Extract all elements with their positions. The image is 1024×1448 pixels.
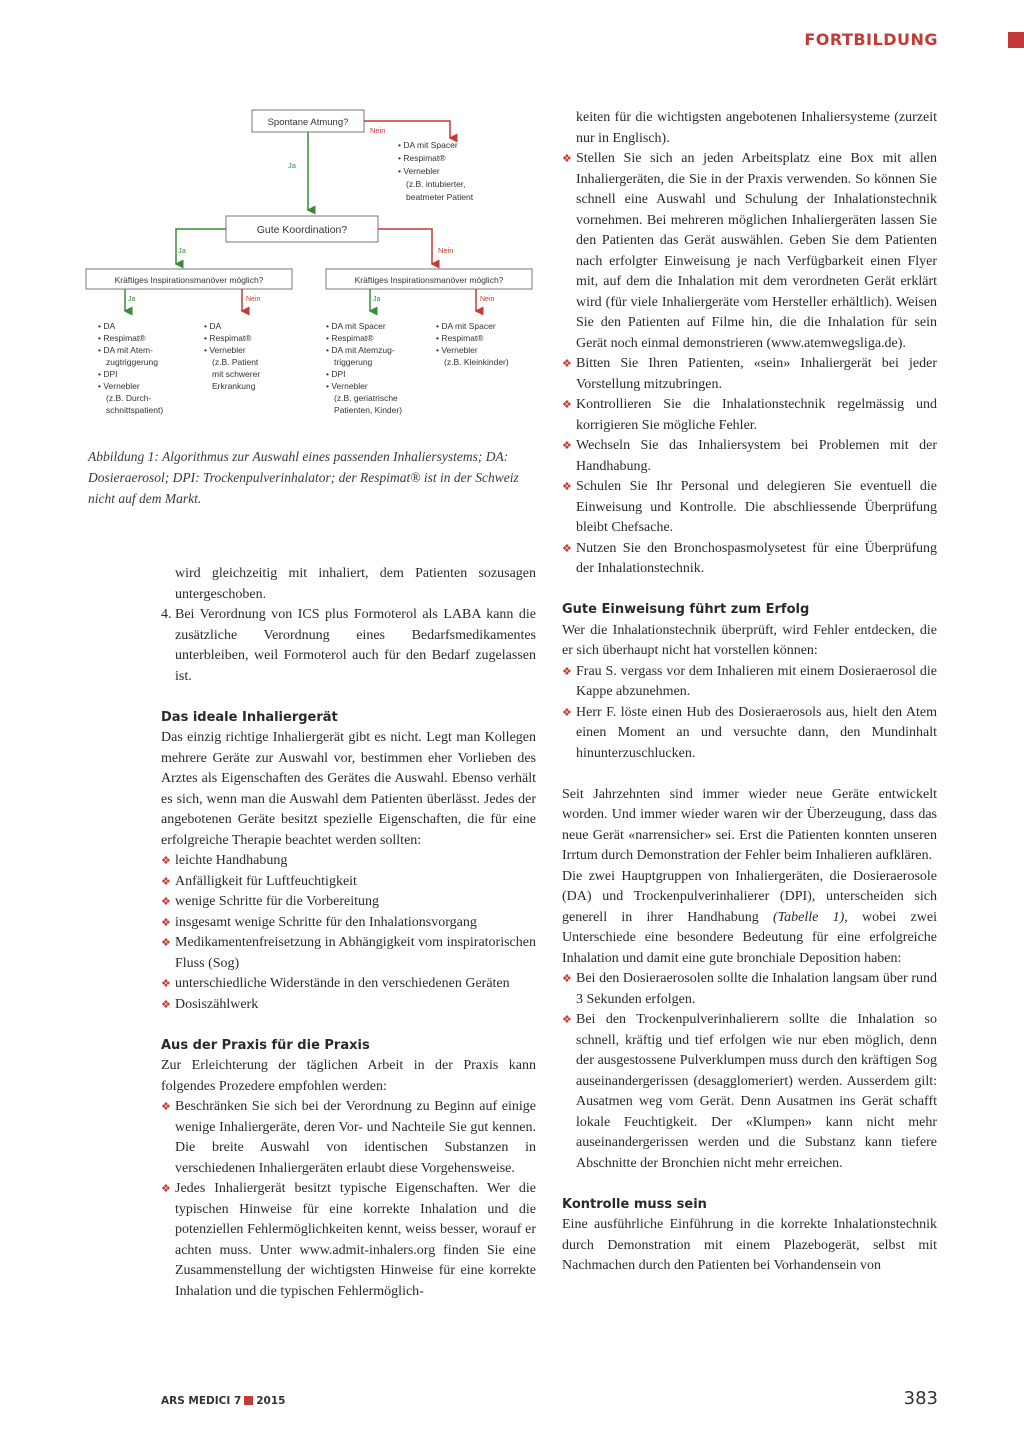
paragraph-practice: Zur Erleichterung der täglichen Arbeit in der Praxis kann folgendes Prozedere empfohlen werden:: [161, 1058, 536, 1094]
list-item: ❖ Bei den Trockenpulverinhalierern sollte die Inhalation so schnell, kräftig und tief erfolgen wie nur eben möglich, denn der ausgestossene Pulverklumpen muss durch den kräftigen Sog auseinandergerissen (desagglomeriert) werden. Ausserdem gilt: Ausatmen weg vom Gerät. Denn Ausatmen ins Gerät schafft lokale Feuchtigkeit. Der «Klumpen» kann nicht mehr auseinandergerissen werden und die Substanz kann tiefere Abschnitte der Bronchien nicht mehr erreichen.: [562, 1012, 937, 1171]
list-item: ❖ Frau S. vergass vor dem Inhalieren mit einem Dosieraerosol die Kappe abzunehmen.: [562, 663, 937, 699]
heading-instruction: Gute Einweisung führt zum Erfolg: [562, 602, 810, 617]
list-item: ❖ Anfälligkeit für Luftfeuchtigkeit: [161, 873, 357, 889]
svg-text:• DPI: • DPI: [98, 369, 118, 379]
numbered-item-4: 4. Bei Verordnung von ICS plus Formoterol als LABA kann die zusätzliche Verordnung eines Bedarfsmedikamentes unterbleiben, weil Formoterol auch für den Bedarf zugelassen ist.: [161, 607, 536, 684]
svg-text:• DA mit Spacer: • DA mit Spacer: [436, 321, 496, 331]
paragraph-control: Eine ausführliche Einführung in die korrekte Inhalationstechnik durch Demonstration mit einem Plazebogerät, selbst mit Nachmachen durch den Patienten bei Vorhandensein von: [562, 1217, 937, 1273]
paragraph-devices-history: Seit Jahrzehnten sind immer wieder neue Geräte entwickelt worden. Und immer wieder waren wir der Überzeugung, dass das neue Gerät «narrensicher» sei. Erst die Patienten konnten unseren Irrtum durch Demonstration der Fehler beim Inhalieren aufklären.: [562, 786, 937, 863]
heading-ideal-device: Das ideale Inhaliergerät: [161, 709, 338, 725]
left-yes-label: Ja: [128, 296, 136, 303]
svg-text:Erkrankung: Erkrankung: [212, 381, 256, 391]
numbered-list: [161, 605, 536, 687]
svg-text:• DA: • DA: [204, 321, 222, 331]
svg-text:(z.B. Kleinkinder): (z.B. Kleinkinder): [444, 357, 509, 367]
q1-yes-label: Ja: [288, 161, 296, 170]
svg-text:beatmeter Patient: beatmeter Patient: [406, 192, 474, 202]
svg-text:• Respimat®: • Respimat®: [398, 153, 446, 163]
section-label: FORTBILDUNG: [804, 30, 938, 49]
list-item: ❖ Medikamentenfreisetzung in Abhängigkeit vom inspiratorischen Fluss (Sog): [161, 935, 536, 971]
footer-marker: [244, 1396, 253, 1405]
result-box-1: [98, 321, 163, 415]
page-number: 383: [903, 1388, 938, 1409]
svg-text:• Vernebler: • Vernebler: [204, 345, 246, 355]
svg-text:zugtriggerung: zugtriggerung: [106, 357, 158, 367]
list-item: ❖ Dosiszählwerk: [161, 996, 259, 1012]
list-item: ❖ leichte Handhabung: [161, 853, 288, 868]
q1-no-label: Nein: [370, 126, 386, 135]
svg-text:• DA: • DA: [98, 321, 116, 331]
list-item: ❖ Wechseln Sie das Inhaliersystem bei Problemen mit der Handhabung.: [562, 438, 937, 474]
inhalation-technique-list: [562, 969, 937, 1174]
q1-text: Spontane Atmung?: [267, 117, 349, 128]
list-item: ❖ Jedes Inhaliergerät besitzt typische Eigenschaften. Wer die typischen Hinweise für eine korrekte Inhalation und die potenziellen Fehlermöglichkeiten kennt, weiss besser, worauf er achten muss. Unter www.admit-inhalers.org finden Sie eine Zusammenstellung der wichtigsten Hinweise für eine korrekte Inhalation und die typischen Fehlermöglich-: [161, 1181, 536, 1299]
list-item: ❖ insgesamt wenige Schritte für den Inhalationsvorgang: [161, 914, 477, 930]
arrow-q2-no: [378, 229, 432, 264]
result-box-2: [204, 321, 260, 391]
section-marker: [1008, 32, 1024, 48]
svg-text:• DA mit Atem-: • DA mit Atem-: [98, 345, 153, 355]
left-column: [161, 564, 536, 1302]
svg-text:• Vernebler: • Vernebler: [326, 381, 368, 391]
svg-text:schnittspatient): schnittspatient): [106, 405, 164, 415]
paragraph-instruction: Wer die Inhalationstechnik überprüft, wird Fehler entdecken, die er sich überhaupt nicht hat vorstellen können:: [562, 622, 937, 658]
flowchart-figure: [80, 106, 540, 436]
right-no-label: Nein: [480, 296, 495, 303]
paragraph-device-groups: Die zwei Hauptgruppen von Inhaliergeräten, die Dosieraerosole (DA) und Trockenpulverinhalierer (DPI), unterscheiden sich generell in ihrer Handhabung (Tabelle 1), wobei zwei Unterschiede eine besondere Bedeutung für eine erfolgreiche Inhalation und damit eine gute bronchiale Deposition haben:: [562, 868, 937, 966]
paragraph-ideal-device: Das einzig richtige Inhaliergerät gibt es nicht. Legt man Kollegen mehrere Geräte zur Auswahl vor, bestimmen eher Vorlieben des Arztes als Eigenschaften des Gerätes die Auswahl. Ebenso verhält es sich, wenn man die Auswahl dem Patienten überlässt. Jedes der angebotenen Geräte besitzt spezielle Eigenschaften, die für eine erfolgreiche Therapie beachtet werden sollten:: [161, 730, 536, 848]
q2-no-label: Nein: [438, 246, 454, 255]
list-item: ❖ Nutzen Sie den Bronchospasmolysetest für eine Überprüfung der Inhalationstechnik.: [562, 540, 937, 576]
footer-journal: ARS MEDICI 7 2015: [161, 1395, 286, 1407]
list-item: ❖ Stellen Sie sich an jeden Arbeitsplatz eine Box mit allen Inhaliergeräten, die Sie in der Praxis verwenden. So können Sie schnell eine Auswahl und Schulung der Inhalationstechnik vornehmen. Bei mehreren möglichen Inhaliergeräten lassen Sie den Patienten das Gerät auswählen. Geben Sie dem Patienten nach erfolgter Einweisung je nach Verfügbarkeit einen Flyer mit, auf dem die Inhalation mit dem verordneten Gerät erklärt wird (für viele Inhaliergeräte vom Hersteller erhältlich). Weisen Sie den Patienten auf Filme hin, die die Inhalation für sein Gerät noch einmal demonstrieren (www.atemwegsliga.de).: [562, 151, 937, 351]
svg-text:• Vernebler: • Vernebler: [398, 166, 440, 176]
svg-text:• Respimat®: • Respimat®: [326, 333, 374, 343]
table-reference: (Tabelle 1): [773, 909, 845, 925]
heading-practice: Aus der Praxis für die Praxis: [161, 1037, 370, 1053]
svg-text:(z.B. intubierter,: (z.B. intubierter,: [406, 179, 466, 189]
q2-text: Gute Koordination?: [256, 224, 348, 236]
practice-list: [161, 1097, 536, 1302]
figure-caption: Abbildung 1: Algorithmus zur Auswahl eines passenden Inhaliersystems; DA: Dosieraerosol; DPI: Trockenpulverinhalator; der Respimat® ist in der Schweiz nicht auf dem Markt.: [88, 449, 519, 506]
no-respiration-list: [398, 140, 474, 202]
right-continuation: keiten für die wichtigsten angebotenen Inhaliersysteme (zurzeit nur in Englisch).: [576, 110, 937, 146]
svg-text:• Vernebler: • Vernebler: [98, 381, 140, 391]
right-yes-label: Ja: [373, 296, 381, 303]
svg-text:• DA mit Spacer: • DA mit Spacer: [326, 321, 386, 331]
result-box-3: [326, 321, 402, 415]
list-item: ❖ Kontrollieren Sie die Inhalationstechnik regelmässig und korrigieren Sie mögliche Fehler.: [562, 397, 937, 433]
list-item: ❖ Beschränken Sie sich bei der Verordnung zu Beginn auf einige wenige Inhaliergeräte, deren Vor- und Nachteile Sie gut kennen. Die breite Auswahl von identischen Substanzen in verschiedenen Inhaliergeräten erlaubt diese Vorgehensweise.: [161, 1099, 536, 1176]
svg-text:• DPI: • DPI: [326, 369, 346, 379]
list-item: ❖ Herr F. löste einen Hub des Dosieraerosols aus, hielt den Atem einen Moment an und versuchte dann, den Mundinhalt hinunterzuschlucken.: [562, 704, 937, 761]
left-continuation: wird gleichzeitig mit inhaliert, dem Patienten sozusagen untergeschoben.: [175, 566, 536, 602]
svg-text:• DA mit Atemzug-: • DA mit Atemzug-: [326, 345, 395, 355]
svg-text:(z.B. geriatrische: (z.B. geriatrische: [334, 393, 398, 403]
device-properties-list: [161, 851, 536, 1015]
svg-text:triggerung: triggerung: [334, 357, 373, 367]
result-box-4: [436, 321, 509, 367]
list-item: ❖ Schulen Sie Ihr Personal und delegieren Sie eventuell die Einweisung und Kontrolle. Die abschliessende Überprüfung bleibt Chefsache.: [562, 479, 937, 535]
svg-text:mit schwerer: mit schwerer: [212, 369, 261, 379]
heading-control: Kontrolle muss sein: [562, 1196, 707, 1212]
list-item: ❖ wenige Schritte für die Vorbereitung: [161, 894, 379, 909]
practice-list-continued: [562, 149, 937, 580]
svg-text:(z.B. Durch-: (z.B. Durch-: [106, 393, 152, 403]
svg-text:• Vernebler: • Vernebler: [436, 345, 478, 355]
right-column: [562, 108, 937, 1277]
svg-text:• Respimat®: • Respimat®: [204, 333, 252, 343]
svg-text:Patienten, Kinder): Patienten, Kinder): [334, 405, 403, 415]
svg-text:• DA mit Spacer: • DA mit Spacer: [398, 140, 458, 150]
svg-text:(z.B. Patient: (z.B. Patient: [212, 357, 259, 367]
svg-text:• Respimat®: • Respimat®: [98, 333, 146, 343]
q3a-text: Kräftiges Inspirationsmanöver möglich?: [114, 275, 264, 285]
list-item: ❖ unterschiedliche Widerstände in den verschiedenen Geräten: [161, 976, 510, 991]
svg-text:• Respimat®: • Respimat®: [436, 333, 484, 343]
left-no-label: Nein: [246, 296, 261, 303]
list-item: ❖ Bitten Sie Ihren Patienten, «sein» Inhaliergerät bei jeder Vorstellung mitzubringen.: [562, 356, 937, 392]
list-item: ❖ Bei den Dosieraerosolen sollte die Inhalation langsam über rund 3 Sekunden erfolgen.: [562, 971, 937, 1007]
q2-yes-label: Ja: [178, 246, 186, 255]
error-examples-list: [562, 662, 937, 765]
q3b-text: Kräftiges Inspirationsmanöver möglich?: [354, 275, 504, 285]
